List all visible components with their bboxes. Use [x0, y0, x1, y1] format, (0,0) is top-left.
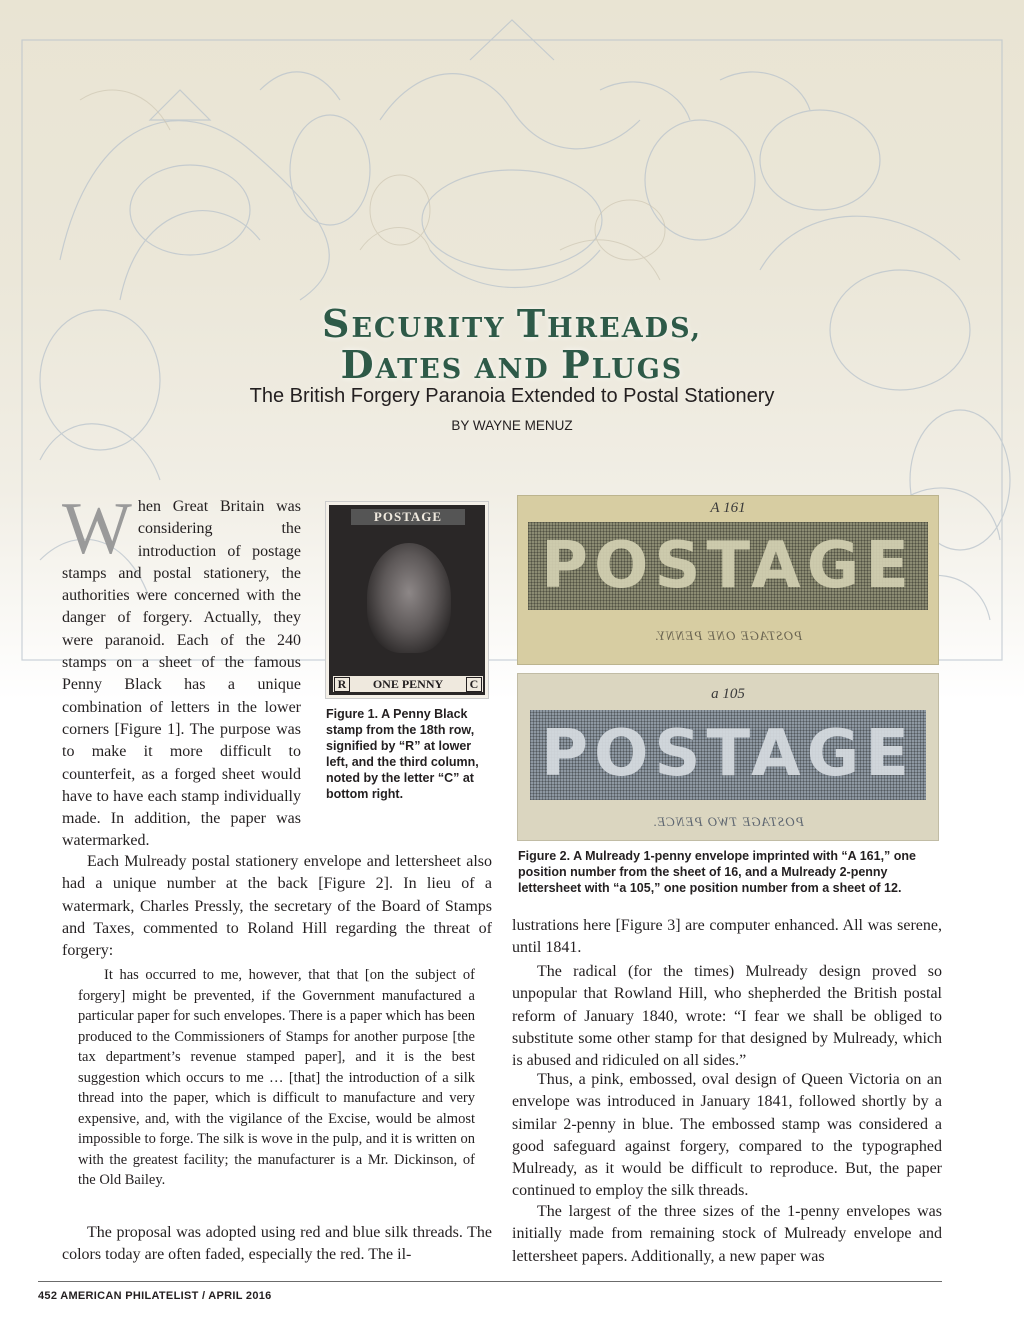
drop-cap: W: [62, 488, 132, 570]
article-subtitle: The British Forgery Paranoia Extended to Postal Stationery: [249, 385, 775, 407]
paragraph-silk-threads: The proposal was adopted using red and blue silk threads. The colors today are often faded, especially the red. The il-: [62, 1224, 492, 1264]
stamp-corner-letter-left: R: [334, 677, 350, 692]
paragraph-radical-design: The radical (for the times) Mulready design proved so unpopular that Rowland Hill, who shepherded the British postal reform of January 1840, wrote: “I fear we shall be obliged to substitute some other stamp for that designed by Mulready, which is abused and ridiculed on all sides.”: [512, 963, 942, 1070]
page-footer: 452 AMERICAN PHILATELIST / APRIL 2016: [38, 1290, 272, 1302]
lettersheet-mirror-text: POSTAGE TWO PENCE.: [652, 814, 804, 829]
stamp-bottom-band: [333, 676, 483, 692]
pressly-block-quote: [78, 965, 475, 1191]
envelope-position-number: A 161: [710, 500, 746, 516]
paragraph-embossed-design: Thus, a pink, embossed, oval design of Queen Victoria on an envelope was introduced in January 1841, followed shortly by a similar 2-penny in blue. The embossed stamp was considered a good safeguard against forgery, compared to the typographed Mulready, as it would be difficult to reproduce. But, the paper continued to employ the silk threads.: [512, 1071, 942, 1200]
queen-portrait: [367, 543, 451, 653]
figure-2-caption: Figure 2. A Mulready 1-penny envelope imprinted with “A 161,” one position number from the sheet of 16, and a Mulready 2-penny lettersheet with “a 105,” one position number from a sheet of 12.: [518, 849, 916, 895]
lettersheet-position-number: a 105: [711, 686, 745, 702]
footer-rule: [38, 1281, 942, 1282]
figure-2-lettersheet-a105: [518, 674, 938, 840]
lettersheet-postage-word: POSTAGE: [541, 717, 915, 791]
article-byline: BY WAYNE MENUZ: [451, 418, 573, 433]
figure-2-envelope-a161: [518, 496, 938, 664]
paragraph-envelope-sizes: The largest of the three sizes of the 1-penny envelopes was initially made from remaining stock of Mulready envelope and lettersheet papers. Additionally, a new paper was: [512, 1203, 942, 1265]
figure-1-caption: Figure 1. A Penny Black stamp from the 18th row, signified by “R” at lower left, and the third column, noted by the letter “C” at bottom right.: [326, 707, 479, 801]
stamp-top-label: POSTAGE: [351, 509, 465, 525]
quote-text: It has occurred to me, however, that that [on the subject of forgery] might be prevented, if the Government manufactured a particular paper for such envelopes. There is a paper which has been produced to the Commissioners of Stamps for another purpose [the tax department’s revenue stamped paper], and it is the best suggestion which occurs to me … [that] the introduction of a silk thread into the paper, which is difficult to manufacture and very expensive, and, with the vigilance of the Excise, would be almost impossible to forge. The silk is wove in the pulp, and it is written on with the greatest facility; the manufacturer is a Mr. Dickinson, of the Old Bailey.: [78, 967, 475, 1188]
envelope-mirror-text: POSTAGE ONE PENNY.: [653, 628, 803, 643]
stamp-value-label: ONE PENNY: [372, 677, 444, 691]
article-title-line-2: DATES AND PLUGS: [340, 342, 684, 387]
stamp-corner-letter-right: C: [466, 677, 482, 692]
figure-1-penny-black-stamp: [326, 502, 488, 698]
paragraph-mulready-number: Each Mulready postal stationery envelope and lettersheet also had a unique number at the back [Figure 2]. In lieu of a watermark, Charles Pressly, the secretary of the Board of Stamps and Taxes, commented to Roland Hill regarding the threat of forgery:: [62, 853, 492, 960]
envelope-postage-word: POSTAGE: [541, 529, 915, 603]
intro-paragraph: When Great Britain was considering the introduction of postage stamps and postal stationery, the authorities were concerned with the danger of forgery. Actually, they were paranoid. Each of the 240 stamps on a sheet of the famous Penny Black has a unique combination of letters in the lower corners [Figure 1]. The purpose was to make it more difficult to counterfeit, as a forged sheet would have to have each stamp individually made. In addition, the paper was watermarked.: [62, 488, 301, 850]
article-title-line-1: SECURITY THREADS,: [321, 301, 702, 346]
paragraph-illustrations-continued: lustrations here [Figure 3] are computer enhanced. All was serene, until 1841.: [512, 917, 942, 957]
